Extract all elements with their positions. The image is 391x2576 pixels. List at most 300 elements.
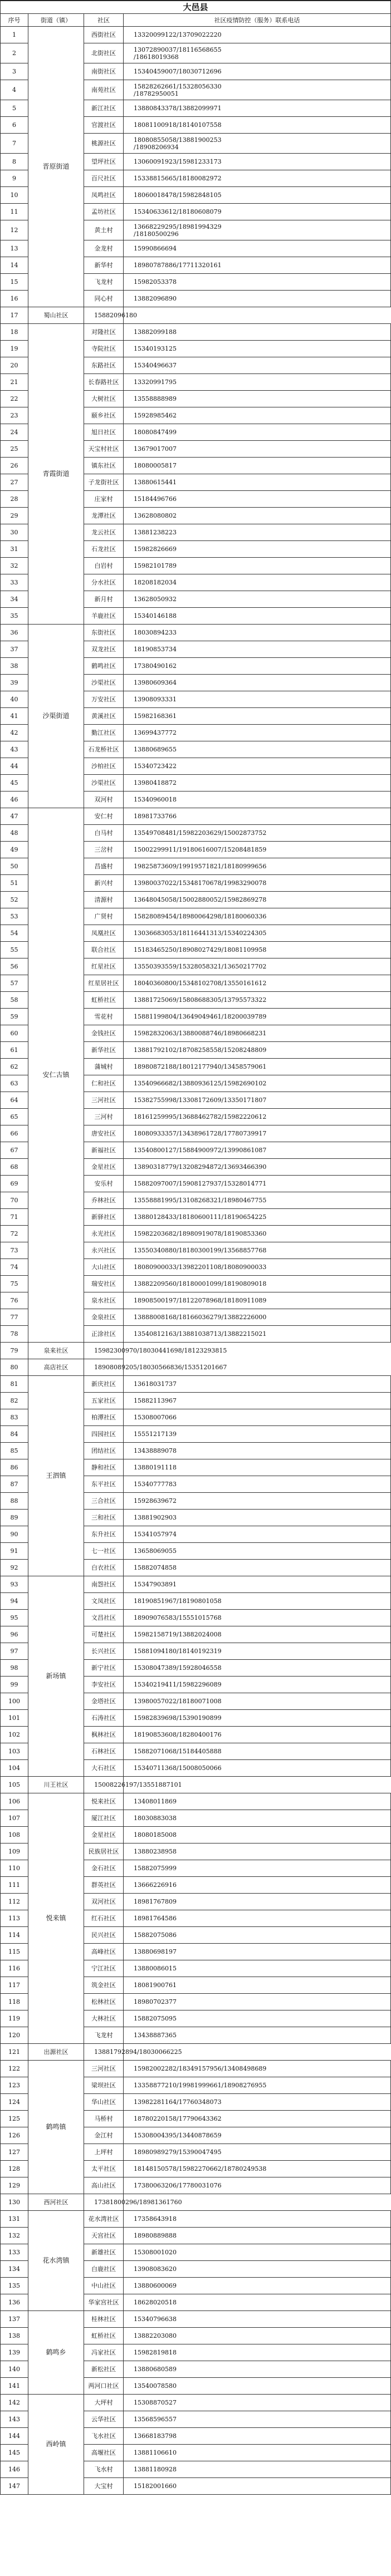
community-cell: 大石社区 [84,1760,124,1777]
community-cell: 新月村 [84,591,124,608]
phone-cell: 18030883038 [124,1810,391,1827]
community-cell: 万安社区 [84,691,124,708]
community-cell: 新江社区 [84,100,124,117]
community-cell: 七一社区 [84,1543,124,1560]
phone-cell: 15982300970/18030441698/18123293815 [84,1343,124,1359]
phone-cell: 15183465250/18908027429/18081109958 [124,942,391,958]
community-cell: 上坪村 [84,2144,124,2161]
row-index: 90 [1,1526,28,1543]
row-index: 129 [1,2177,28,2194]
community-cell: 静和社区 [84,1459,124,1476]
row-index: 30 [1,524,28,541]
row-index: 65 [1,1109,28,1125]
phone-cell: 13438887365 [124,2027,391,2044]
header-phone: 社区疫情防控（服务）联系电话 [124,14,391,27]
row-index: 3 [1,63,28,80]
community-cell: 花水湾社区 [84,2211,124,2228]
row-index: 9 [1,170,28,187]
community-cell: 泉水社区 [84,1292,124,1309]
row-index: 100 [1,1693,28,1710]
header-community: 社区 [84,14,124,27]
phone-cell: 13881792894/18030066225 [84,2044,124,2061]
table-row [1,625,391,641]
community-cell: 虹桥社区 [84,992,124,1009]
community-cell: 雪花村 [84,1009,124,1025]
phone-cell: 13618031737 [124,1376,391,1393]
phone-cell: 13658069055 [124,1543,391,1560]
row-index: 32 [1,558,28,574]
community-cell: 凤凰社区 [84,925,124,942]
phone-cell: 13568596557 [124,2411,391,2428]
row-index: 56 [1,958,28,975]
phone-cell: 15347903891 [124,1576,391,1593]
phone-cell: 15882113967 [124,1393,391,1409]
community-cell: 石龙社区 [84,541,124,558]
row-index: 118 [1,1994,28,2010]
row-index: 121 [1,2044,28,2061]
table-row [1,2044,391,2061]
row-index: 31 [1,541,28,558]
community-cell: 松林社区 [84,1994,124,2010]
phone-cell: 18980787886/17711320161 [124,257,391,274]
phone-cell: 13908083620 [124,2261,391,2278]
community-cell: 飞水社区 [84,2428,124,2445]
phone-cell: 15928985462 [124,407,391,424]
phone-cell: 17381800296/18981361760 [84,2194,124,2211]
table-row [1,2211,391,2228]
phone-cell: 18908500197/18122078968/18180911089 [124,1292,391,1309]
row-index: 106 [1,1793,28,1810]
phone-cell: 15184496766 [124,491,391,508]
phone-cell: 13036683053/18116441313/15340224305 [124,925,391,942]
phone-cell: 13881180928 [124,2461,391,2478]
row-index: 41 [1,708,28,725]
phone-cell: 18080855058/13881900253 /18908206934 [124,134,391,154]
row-index: 28 [1,491,28,508]
community-cell: 望坪社区 [84,154,124,170]
row-index: 144 [1,2428,28,2445]
row-index: 107 [1,1810,28,1827]
phone-cell: 13072890037/18116568655 /18618019368 [124,43,391,63]
phone-cell: 15340711368/15008050066 [124,1760,391,1777]
row-index: 111 [1,1877,28,1894]
phone-cell: 13881725069/15808688305/13795573322 [124,992,391,1009]
phone-cell: 15881199804/13649049461/18200039789 [124,1009,391,1025]
community-cell: 白鹿社区 [84,2261,124,2278]
phone-cell: 13888008168/18166036279/13882226000 [124,1309,391,1326]
row-index: 54 [1,925,28,942]
phone-cell: 15882075095 [124,2010,391,2027]
phone-cell: 13880128433/18180600111/18190654225 [124,1209,391,1226]
row-index: 115 [1,1944,28,1960]
phone-cell: 13982281164/17760348073 [124,2094,391,2111]
row-index: 1 [1,27,28,43]
phone-cell: 13880615441 [124,474,391,491]
community-cell: 清源村 [84,892,124,908]
community-cell: 高峰社区 [84,1944,124,1960]
row-index: 44 [1,758,28,775]
row-index: 114 [1,1927,28,1944]
community-cell: 白马村 [84,825,124,842]
community-cell: 孟坊社区 [84,204,124,220]
community-cell: 厦江社区 [84,1810,124,1827]
row-index: 60 [1,1025,28,1042]
table-row [1,324,391,341]
phone-cell: 13558888989 [124,391,391,407]
phone-cell: 15340496637 [124,357,391,374]
community-cell: 飞龙村 [84,274,124,291]
phone-cell: 13881902903 [124,1510,391,1526]
community-cell: 团结社区 [84,1443,124,1459]
community-cell: 金泉社区 [84,1309,124,1326]
row-index: 78 [1,1326,28,1343]
row-index: 125 [1,2111,28,2127]
community-cell: 沙柏社区 [84,758,124,775]
row-index: 46 [1,792,28,808]
row-index: 67 [1,1142,28,1159]
phone-cell: 15982832063/13880088746/18980668231 [124,1025,391,1042]
community-cell: 华家宫社区 [84,2294,124,2311]
community-cell: 梁坝社区 [84,2077,124,2094]
phone-cell: 15882096180 [84,307,124,324]
phone-cell: 18030894233 [124,625,391,641]
town-cell: 鹤鸣镇 [28,2061,84,2194]
community-cell: 新宁社区 [84,1660,124,1677]
phone-cell: 18081100918/18140107558 [124,117,391,134]
phone-cell: 13980418872 [124,775,391,792]
community-cell: 沙渠社区 [84,675,124,691]
row-index: 11 [1,204,28,220]
phone-cell: 13882096890 [124,291,391,307]
community-cell: 宁江社区 [84,1960,124,1977]
row-index: 113 [1,1910,28,1927]
row-index: 98 [1,1660,28,1677]
phone-cell: 13540966682/13880936125/15982690102 [124,1075,391,1092]
community-cell: 金江村 [84,2127,124,2144]
community-cell: 东路社区 [84,357,124,374]
town-cell: 青霞街道 [28,324,84,625]
community-cell: 中山社区 [84,2278,124,2294]
community-cell: 三河村 [84,1109,124,1125]
community-cell: 飞水村 [84,2461,124,2478]
row-index: 131 [1,2211,28,2228]
community-cell: 双河村 [84,792,124,808]
phone-cell: 13679017007 [124,441,391,458]
row-index: 15 [1,274,28,291]
phone-cell: 15340777783 [124,1476,391,1493]
community-cell: 李安社区 [84,1677,124,1693]
row-index: 69 [1,1176,28,1192]
row-index: 95 [1,1610,28,1626]
community-cell: 官渡社区 [84,117,124,134]
row-index: 20 [1,357,28,374]
phone-cell: 13881238223 [124,524,391,541]
phone-cell: 19825873609/19919571821/18180999656 [124,858,391,875]
community-cell: 群英社区 [84,1877,124,1894]
community-cell: 黄溪社区 [84,708,124,725]
community-cell: 太平社区 [84,2161,124,2177]
community-cell: 西河社区 [28,2194,84,2211]
community-cell: 永兴社区 [84,1242,124,1259]
row-index: 109 [1,1843,28,1860]
community-cell: 分水社区 [84,574,124,591]
phone-cell: 13628080802 [124,508,391,524]
row-index: 93 [1,1576,28,1593]
town-cell: 晋原街道 [28,27,84,307]
phone-cell: 15982158719/13882024008 [124,1626,391,1643]
page-title: 大邑县 [1,1,391,14]
phone-cell: 18908089205/18030566836/15351201667 [84,1359,124,1376]
phone-cell: 15340146188 [124,608,391,625]
community-cell: 民族居社区 [84,1843,124,1860]
community-cell: 桃源社区 [84,134,124,154]
table-row [1,808,391,825]
row-index: 71 [1,1209,28,1226]
community-cell: 金塔社区 [84,1693,124,1710]
row-index: 6 [1,117,28,134]
community-cell: 华山社区 [84,2094,124,2111]
community-cell: 龙潭社区 [84,508,124,524]
row-index: 33 [1,574,28,591]
community-cell: 筑金社区 [84,1977,124,1994]
community-cell: 三岔村 [84,842,124,858]
community-cell: 三合社区 [84,1493,124,1510]
phone-cell: 13699437772 [124,725,391,741]
row-index: 16 [1,291,28,307]
header-town: 街道（镇） [28,14,84,27]
community-cell: 新松社区 [84,2361,124,2378]
row-index: 91 [1,1543,28,1560]
row-index: 137 [1,2311,28,2328]
phone-cell: 13882203080 [124,2328,391,2344]
community-cell: 永光社区 [84,1226,124,1242]
phone-cell: 13628050932 [124,591,391,608]
phone-cell: 15982819818 [124,2344,391,2361]
phone-cell: 15182001660 [124,2478,391,2495]
phone-cell: 15882074858 [124,1560,391,1576]
row-index: 35 [1,608,28,625]
community-cell: 长兴社区 [84,1643,124,1660]
row-index: 128 [1,2161,28,2177]
phone-cell: 15002299911/19180616007/15208481859 [124,842,391,858]
row-index: 4 [1,80,28,100]
town-cell: 王泗镇 [28,1376,84,1576]
row-index: 99 [1,1677,28,1693]
community-cell: 双河社区 [84,1894,124,1910]
title-row [1,1,391,14]
community-cell: 羊鹿社区 [84,608,124,625]
row-index: 53 [1,908,28,925]
phone-cell: 13358877210/19981999661/18908276955 [124,2077,391,2094]
table-row [1,27,391,43]
row-index: 58 [1,992,28,1009]
community-cell: 天宝村社区 [84,441,124,458]
phone-cell: 13880689655 [124,741,391,758]
community-cell: 金星社区 [84,1159,124,1176]
community-cell: 新雄社区 [84,2244,124,2261]
row-index: 25 [1,441,28,458]
community-cell: 大林社区 [84,2010,124,2027]
community-cell: 黄土村 [84,220,124,240]
row-index: 79 [1,1343,28,1359]
row-index: 112 [1,1894,28,1910]
phone-cell: 15982168361 [124,708,391,725]
phone-cell: 18980889888 [124,2228,391,2244]
community-cell: 勤江社区 [84,725,124,741]
table-row [1,1376,391,1393]
table-row [1,2395,391,2411]
phone-cell: 15882075086 [124,1927,391,1944]
phone-cell: 13549708481/15982203629/15002873752 [124,825,391,842]
row-index: 103 [1,1743,28,1760]
community-cell: 唐安社区 [84,1125,124,1142]
row-index: 96 [1,1626,28,1643]
row-index: 5 [1,100,28,117]
phone-cell: 15551217139 [124,1426,391,1443]
row-index: 101 [1,1710,28,1727]
phone-cell: 13908093331 [124,691,391,708]
row-index: 50 [1,858,28,875]
row-index: 122 [1,2061,28,2077]
town-cell: 鹤鸣乡 [28,2311,84,2395]
community-cell: 马桥村 [84,2111,124,2127]
phone-cell: 13880238958 [124,1843,391,1860]
phone-cell: 15982101789 [124,558,391,574]
community-cell: 白衣社区 [84,1560,124,1576]
row-index: 40 [1,691,28,708]
community-cell: 红石社区 [84,1910,124,1927]
community-cell: 大宝村 [84,2478,124,2495]
community-cell: 红星社区 [84,958,124,975]
phone-cell: 18190853608/18280400176 [124,1727,391,1743]
phone-cell: 13648045058/15002880052/15982869278 [124,892,391,908]
community-cell: 东平社区 [84,1476,124,1493]
row-index: 48 [1,825,28,842]
row-index: 36 [1,625,28,641]
phone-cell: 15341057974 [124,1526,391,1543]
row-index: 130 [1,2194,28,2211]
community-cell: 文昌社区 [84,1610,124,1626]
phone-cell: 13882099188 [124,324,391,341]
row-index: 141 [1,2378,28,2395]
community-cell: 南街社区 [84,63,124,80]
row-index: 117 [1,1977,28,1994]
community-cell: 三和社区 [84,1510,124,1526]
community-cell: 新华村 [84,257,124,274]
row-index: 75 [1,1276,28,1292]
phone-cell: 18081900761 [124,1977,391,1994]
community-cell: 凤鸣社区 [84,187,124,204]
row-index: 77 [1,1309,28,1326]
community-cell: 两河口社区 [84,2378,124,2395]
phone-cell: 13060091923/15981233173 [124,154,391,170]
phone-cell: 13880086015 [124,1960,391,1977]
row-index: 63 [1,1075,28,1092]
row-index: 143 [1,2411,28,2428]
phone-cell: 13980609364 [124,675,391,691]
phone-cell: 15308004395/13440878659 [124,2127,391,2144]
phone-cell: 18909076583/15551015768 [124,1610,391,1626]
phone-cell: 13668183798 [124,2428,391,2445]
community-cell: 安仁村 [84,808,124,825]
phone-cell: 13540078580 [124,2378,391,2395]
phone-cell: 15882097007/15908127937/15328014771 [124,1176,391,1192]
row-index: 21 [1,374,28,391]
community-cell: 可楚社区 [84,1626,124,1643]
phone-cell: 18148150578/15982270662/18780249538 [124,2161,391,2177]
phone-cell: 15828262661/15328056330 /18782950051 [124,80,391,100]
phone-cell: 13550340880/18180300199/13568857768 [124,1242,391,1259]
phone-cell: 15340193125 [124,341,391,357]
row-index: 8 [1,154,28,170]
phone-cell: 13881106610 [124,2445,391,2461]
phone-cell: 15882075999 [124,1860,391,1877]
community-cell: 东升社区 [84,1526,124,1543]
row-index: 146 [1,2461,28,2478]
community-cell: 冯家社区 [84,2344,124,2361]
town-cell: 西岭镇 [28,2395,84,2495]
row-index: 59 [1,1009,28,1025]
row-index: 34 [1,591,28,608]
phone-cell: 15982839698/15390190899 [124,1710,391,1727]
phone-cell: 13320099122/13709022220 [124,27,391,43]
table-row [1,1793,391,1810]
phone-cell: 18080900033/13982201108/18080900033 [124,1259,391,1276]
phone-cell: 15308047389/15928046558 [124,1660,391,1677]
row-index: 64 [1,1092,28,1109]
row-index: 38 [1,658,28,675]
community-cell: 同心村 [84,291,124,307]
row-index: 55 [1,942,28,958]
town-cell: 悦来镇 [28,1793,84,2044]
community-cell: 瑞安社区 [84,1276,124,1292]
row-index: 29 [1,508,28,524]
row-index: 102 [1,1727,28,1743]
phone-cell: 17358643918 [124,2211,391,2228]
community-cell: 新兴村 [84,875,124,892]
community-cell: 悦来社区 [84,1793,124,1810]
row-index: 108 [1,1827,28,1843]
phone-cell: 18981733766 [124,808,391,825]
phone-cell: 15828089454/18980064298/18180060336 [124,908,391,925]
table-row [1,2061,391,2077]
community-cell: 蒲城村 [84,1059,124,1075]
community-cell: 对隆社区 [84,324,124,341]
community-cell: 高堰社区 [84,2445,124,2461]
row-index: 72 [1,1226,28,1242]
community-cell: 新庆社区 [84,1376,124,1393]
row-index: 45 [1,775,28,792]
row-index: 132 [1,2228,28,2244]
phone-cell: 18040360800/15348102708/13550161612 [124,975,391,992]
row-index: 145 [1,2445,28,2461]
table-body [1,27,391,2495]
phone-cell: 15340723422 [124,758,391,775]
row-index: 27 [1,474,28,491]
row-index: 89 [1,1510,28,1526]
town-cell: 安仁古镇 [28,808,84,1343]
row-index: 82 [1,1393,28,1409]
community-cell: 虹桥社区 [84,2328,124,2344]
table-row [1,2194,391,2211]
community-cell: 金龙村 [84,240,124,257]
community-cell: 沙渠社区 [84,775,124,792]
phone-cell: 13880600069 [124,2278,391,2294]
phone-cell: 15881094180/18140192319 [124,1643,391,1660]
header-index: 序号 [1,14,28,27]
community-cell: 大树社区 [84,391,124,407]
community-cell: 百尺社区 [84,170,124,187]
